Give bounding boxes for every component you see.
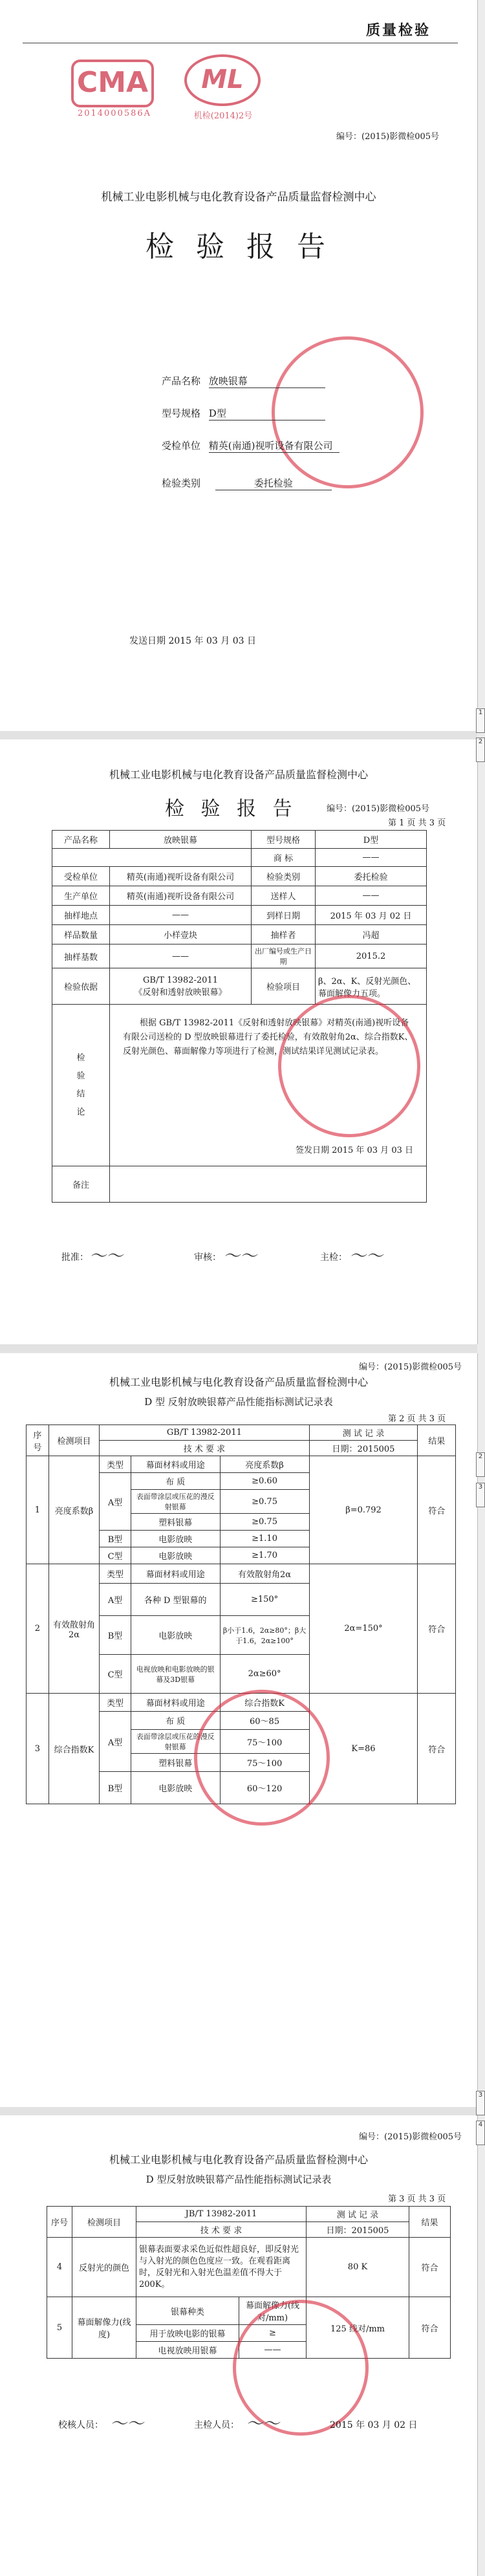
sub-cell: B型 <box>100 1772 131 1804</box>
report-cover-page <box>0 0 478 731</box>
field-label: 受检单位 <box>162 440 201 452</box>
sub-cell: 2α≥60° <box>220 1655 309 1694</box>
sub-cell: 75～100 <box>220 1730 309 1754</box>
sub-head: 银幕种类 <box>136 2297 239 2325</box>
cell-label: 抽样者 <box>252 925 316 944</box>
sub-cell: 75～100 <box>220 1754 309 1772</box>
sub-cell: B型 <box>100 1531 131 1547</box>
sub-cell: B型 <box>100 1616 131 1655</box>
cell-value: β、2α、K、反射光颜色、幕面解像力五项。 <box>316 968 427 1005</box>
cell-label: 检验依据 <box>52 968 110 1005</box>
sub-cell: 电影放映 <box>131 1531 220 1547</box>
sub-cell: ≥1.10 <box>220 1531 309 1547</box>
sub-head: 幕面解像力(线对/mm) <box>239 2297 307 2325</box>
cell-label: 抽样地点 <box>52 906 110 925</box>
sub-cell: ≥0.75 <box>220 1490 309 1514</box>
page-tab-2[interactable]: 2 <box>476 737 485 762</box>
sub-cell: A型 <box>100 1473 131 1531</box>
center-name: 机械工业电影机械与电化教育设备产品质量监督检测中心 <box>109 769 368 781</box>
row-no: 5 <box>47 2297 72 2359</box>
cell-value: —— <box>316 849 427 867</box>
cell-label: 受检单位 <box>52 867 110 886</box>
head-item: 检测项目 <box>48 1425 99 1456</box>
row-record: 80 K <box>307 2238 409 2297</box>
record-date: 2015 年 03 月 02 日 <box>330 2420 418 2430</box>
maker-label: 主检： <box>320 1252 347 1263</box>
conclusion-text: 根据 GB/T 13982-2011《反射和透射放映银幕》对精英(南通)视听设备有限公司送检的 D 型放映银幕进行了委托检验，有效散射角2α、综合指数K、反射光颜色、幕面解像力等项进行了检测，测试结果详见测试记录表。 <box>123 1018 413 1056</box>
sub-cell: 幕面材料或用途 <box>131 1456 220 1473</box>
basis-title: 《反射和透射放映银幕》 <box>134 987 227 998</box>
row-no: 3 <box>27 1694 49 1804</box>
field-product <box>162 374 325 388</box>
ml-caption: 机检(2014)2号 <box>193 111 253 121</box>
reviewer-signature: 〜〜 <box>223 1247 257 1266</box>
page-tab-2-marker[interactable]: 2 <box>476 1452 485 1477</box>
red-seal <box>194 1690 330 1826</box>
report-code: 编号：(2015)影微检005号 <box>327 804 430 814</box>
row-result: 符合 <box>409 2238 451 2297</box>
approver-label: 批准： <box>61 1252 89 1263</box>
sub-cell: β小于1.6，2α≥80°；β大于1.6，2α≥100° <box>220 1616 309 1655</box>
cell-value: 2015.2 <box>316 944 427 968</box>
field-value: 精英(南通)视听设备有限公司 <box>209 439 339 453</box>
sub-cell: 布 质 <box>131 1473 220 1490</box>
note-value <box>110 1166 427 1203</box>
sub-cell: 布 质 <box>131 1712 220 1730</box>
sub-cell: 各种 D 型银幕的 <box>131 1584 220 1616</box>
maker-signature: 〜〜 <box>349 1247 383 1266</box>
cell-value: 小样壹块 <box>110 925 252 944</box>
center-name: 机械工业电影机械与电化教育设备产品质量监督检测中心 <box>109 2154 368 2166</box>
row-record: 2α=150° <box>309 1564 418 1694</box>
sub-cell: 类型 <box>100 1564 131 1584</box>
report-title: 检 验 报 告 <box>165 798 297 820</box>
sub-cell: 类型 <box>100 1694 131 1712</box>
report-code: 编号：(2015)影微检005号 <box>359 1362 462 1372</box>
maker-signature: 〜〜 <box>246 2414 280 2434</box>
page-number: 第 1 页 共 3 页 <box>388 818 446 828</box>
sub-cell: 幕面材料或用途 <box>131 1564 220 1584</box>
cell-value: —— <box>316 886 427 906</box>
row-item: 有效散射角2α <box>48 1564 99 1694</box>
sub-cell: 亮度系数β <box>220 1456 309 1473</box>
sub-cell: C型 <box>100 1547 131 1564</box>
row-record: K=86 <box>309 1694 418 1804</box>
page-gap <box>0 731 477 739</box>
sub-cell: ≥ <box>239 2325 307 2342</box>
row-result: 符合 <box>409 2297 451 2359</box>
red-seal <box>278 995 420 1137</box>
field-label: 型号规格 <box>162 408 201 419</box>
cell-empty <box>52 849 252 867</box>
row-result: 符合 <box>418 1456 456 1564</box>
cell-label: 出厂编号或生产日期 <box>252 944 316 968</box>
cell-label: 备注 <box>52 1166 110 1203</box>
sub-cell: A型 <box>100 1712 131 1772</box>
head-record: 测 试 记 录 <box>307 2207 409 2222</box>
head-no: 序号 <box>47 2207 72 2238</box>
head-record: 测 试 记 录 <box>309 1425 418 1441</box>
row-record: 125 线对/mm <box>307 2297 409 2359</box>
cma-logo: CMA <box>71 60 154 107</box>
head-req: 技 术 要 求 <box>136 2222 307 2238</box>
record-subtitle: D 型反射放映银幕产品性能指标测试记录表 <box>146 2174 332 2185</box>
center-name: 机械工业电影机械与电化教育设备产品质量监督检测中心 <box>109 1376 368 1388</box>
head-std: JB/T 13982-2011 <box>136 2207 307 2222</box>
cell-label: 产品名称 <box>52 831 110 849</box>
cell-value: D型 <box>316 831 427 849</box>
cell-label: 商 标 <box>252 849 316 867</box>
cell-label: 抽样基数 <box>52 944 110 968</box>
page-tab-3-marker[interactable]: 3 <box>476 2091 485 2115</box>
head-result: 结果 <box>409 2207 451 2238</box>
maker-label: 主检人员： <box>194 2420 239 2430</box>
head-date: 日期：2015005 <box>309 1441 418 1456</box>
cell-value <box>110 968 252 1005</box>
page-tab-4[interactable]: 4 <box>476 2121 485 2145</box>
row-item: 反射光的颜色 <box>72 2238 136 2297</box>
ml-logo: ML <box>184 54 261 106</box>
field-label: 产品名称 <box>162 375 201 387</box>
report-summary-page <box>0 739 478 1344</box>
field-value: 放映银幕 <box>209 374 325 388</box>
issue-date: 发送日期 2015 年 03 月 03 日 <box>129 636 256 646</box>
row-item: 综合指数K <box>48 1694 99 1804</box>
field-model <box>162 406 325 420</box>
page-number: 第 3 页 共 3 页 <box>388 2194 446 2204</box>
cell-value: 精英(南通)视听设备有限公司 <box>110 867 252 886</box>
sub-cell: 综合指数K <box>220 1694 309 1712</box>
checker-label: 校核人员： <box>58 2420 103 2430</box>
sub-cell: 类型 <box>100 1456 131 1473</box>
sub-cell: 幕面材料或用途 <box>131 1694 220 1712</box>
center-name: 机械工业电影机械与电化教育设备产品质量监督检测中心 <box>101 191 376 204</box>
head-date: 日期：2015005 <box>307 2222 409 2238</box>
sub-cell: —— <box>239 2342 307 2359</box>
row-record: β=0.792 <box>309 1456 418 1564</box>
cell-label: 生产单位 <box>52 886 110 906</box>
sub-cell: 塑料银幕 <box>131 1514 220 1531</box>
sub-cell: 60～85 <box>220 1712 309 1730</box>
row-no: 2 <box>27 1564 49 1694</box>
row-no: 1 <box>27 1456 49 1564</box>
conclusion-label: 检验结论 <box>76 1053 85 1117</box>
row-requirement: 银幕表面要求采色近似性超良好，即反射光与入射光的颜色色度应一致。在观看距离时，反射光和入射光色温差值不得大于200K。 <box>136 2238 307 2297</box>
report-code: 编号：(2015)影微检005号 <box>336 132 440 142</box>
sub-cell: 电视放映用银幕 <box>136 2342 239 2359</box>
sub-cell: 电影放映 <box>131 1547 220 1564</box>
sub-cell: ≥0.60 <box>220 1473 309 1490</box>
sub-cell: ≥0.75 <box>220 1514 309 1531</box>
sub-cell: A型 <box>100 1584 131 1616</box>
sub-cell: 60～120 <box>220 1772 309 1804</box>
row-result: 符合 <box>418 1564 456 1694</box>
field-value: 委托检验 <box>215 476 332 490</box>
test-record-page-3 <box>0 2115 478 2576</box>
report-code: 编号：(2015)影微检005号 <box>359 2132 462 2142</box>
sub-cell: 电影放映 <box>131 1772 220 1804</box>
sub-cell: ≥1.70 <box>220 1547 309 1564</box>
sub-cell: 电影放映 <box>131 1616 220 1655</box>
page-gap <box>0 2107 477 2115</box>
sub-cell: C型 <box>100 1655 131 1694</box>
reviewer-label: 审核： <box>194 1252 221 1263</box>
cell-label: 检验项目 <box>252 968 316 1005</box>
row-no: 4 <box>47 2238 72 2297</box>
cell-value: 委托检验 <box>316 867 427 886</box>
cell-label: 型号规格 <box>252 831 316 849</box>
page-tab-1[interactable]: 1 <box>476 708 485 733</box>
record-subtitle: D 型 反射放映银幕产品性能指标测试记录表 <box>144 1396 333 1408</box>
test-record-page-2 <box>0 1353 478 2107</box>
cell-label <box>52 1005 110 1166</box>
row-item: 幕面解像力(线度) <box>72 2297 136 2359</box>
cell-label: 送样人 <box>252 886 316 906</box>
head-req: 技 术 要 求 <box>100 1441 309 1456</box>
head-item: 检测项目 <box>72 2207 136 2238</box>
sub-cell: 有效散射角2α <box>220 1564 309 1584</box>
cell-value: 冯超 <box>316 925 427 944</box>
head-std: GB/T 13982-2011 <box>100 1425 309 1441</box>
cell-label: 检验类别 <box>252 867 316 886</box>
cell-value: 2015 年 03 月 02 日 <box>316 906 427 925</box>
cell-value: 放映银幕 <box>110 831 252 849</box>
sub-cell: 塑料银幕 <box>131 1754 220 1772</box>
field-category <box>162 476 332 490</box>
sub-cell: ≥150° <box>220 1584 309 1616</box>
field-value: D型 <box>209 406 325 420</box>
field-label: 检验类别 <box>162 477 201 489</box>
approver-signature: 〜〜 <box>89 1247 124 1266</box>
report-title: 检 验 报 告 <box>146 230 332 263</box>
sub-cell: 电视放映和电影放映的银幕及3D银幕 <box>131 1655 220 1694</box>
cell-value: —— <box>110 944 252 968</box>
top-right-title: 质量检验 <box>366 22 431 39</box>
page-tab-3[interactable]: 3 <box>476 1483 485 1507</box>
field-client <box>162 439 339 453</box>
head-no: 序号 <box>27 1425 49 1456</box>
cell-value: —— <box>110 906 252 925</box>
cma-number: 2014000586A <box>77 109 152 118</box>
sub-cell: 用于放映电影的银幕 <box>136 2325 239 2342</box>
sub-cell: 表面带涂层或压花的漫反射银幕 <box>131 1490 220 1514</box>
page-number: 第 2 页 共 3 页 <box>388 1414 446 1424</box>
sub-cell: 表面带涂层或压花的漫反射银幕 <box>131 1730 220 1754</box>
page-gap <box>0 1344 477 1353</box>
cell-label: 样品数量 <box>52 925 110 944</box>
sign-date: 签发日期 2015 年 03 月 03 日 <box>296 1146 413 1155</box>
row-item: 亮度系数β <box>48 1456 99 1564</box>
checker-signature: 〜〜 <box>110 2414 144 2434</box>
cell-value: 精英(南通)视听设备有限公司 <box>110 886 252 906</box>
basis-standard: GB/T 13982-2011 <box>143 975 218 985</box>
cell-label: 到样日期 <box>252 906 316 925</box>
row-result: 符合 <box>418 1694 456 1804</box>
head-result: 结果 <box>418 1425 456 1456</box>
